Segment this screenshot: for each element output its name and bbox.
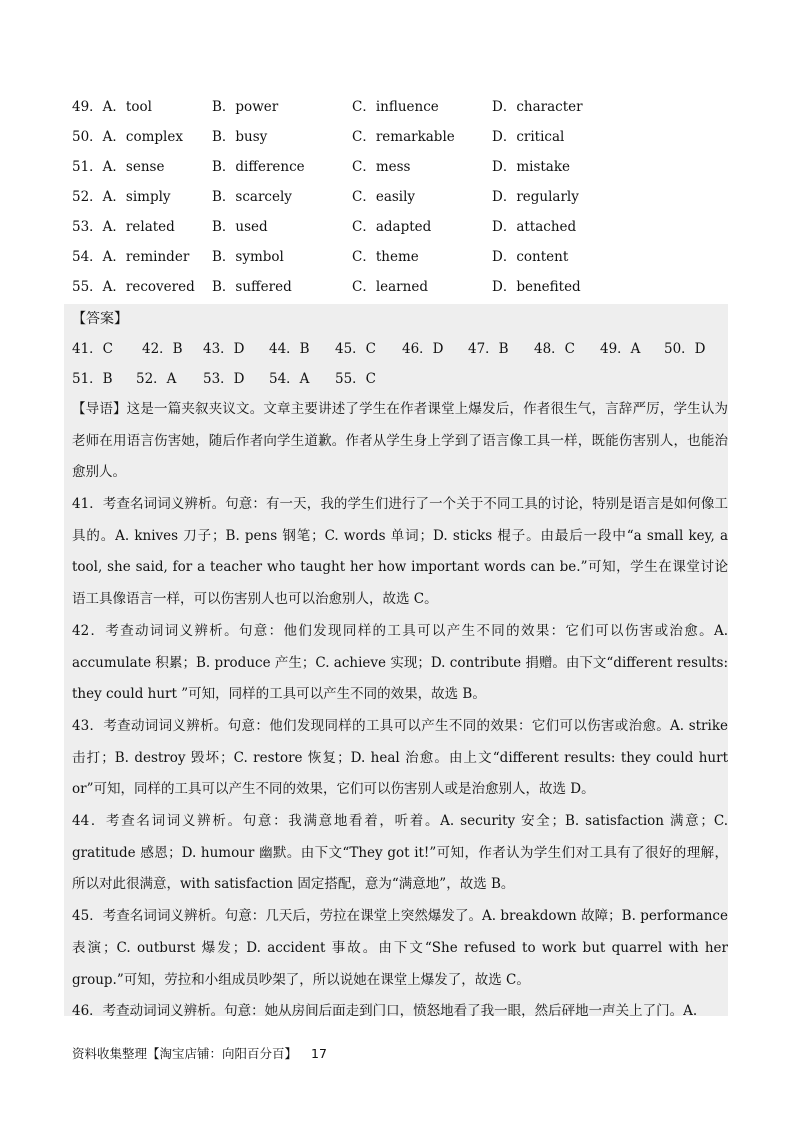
answer-item: 54．A	[269, 371, 310, 387]
explanation-45: 45．考查名词词义辨析。句意：几天后，劳拉在课堂上突然爆发了。A. breakdown 故障；B. performance 表演；C. outburst 爆发；D. accident 事故。由下文“She refused to work but quarrel with her group.”可知，劳拉和小组成员吵架了，所以说她在课堂上爆发了，故选 C。	[72, 908, 728, 988]
option-a: 50．A．complex	[72, 129, 183, 145]
option-b: B．used	[212, 219, 268, 235]
option-b: B．busy	[212, 129, 268, 145]
option-d: D．attached	[492, 219, 577, 235]
option-a: 49．A．tool	[72, 99, 152, 115]
option-c: C．adapted	[352, 219, 432, 235]
option-d: D．character	[492, 99, 583, 115]
option-b: B．symbol	[212, 249, 284, 265]
answer-item: 42．B	[142, 341, 183, 357]
option-row	[72, 212, 732, 242]
footer-source: 资料收集整理【淘宝店铺：向阳百分百】	[72, 1046, 298, 1061]
answer-item: 48．C	[534, 341, 576, 357]
explanation-42: 42．考查动词词义辨析。句意：他们发现同样的工具可以产生不同的效果：它们可以伤害或治愈。A. accumulate 积累；B. produce 产生；C. achieve 实现；D. contribute 捐赠。由下文“different results: they could hurt ”可知，同样的工具可以产生不同的效果，故选 B。	[72, 622, 728, 703]
option-b: B．difference	[212, 159, 305, 175]
explanation-44: 44．考查名词词义辨析。句意：我满意地看着，听着。A. security 安全；B. satisfaction 满意；C. gratitude 感恩；D. humour 幽默。由下文“They got it!”可知，作者认为学生们对工具有了很好的理解，所以对此很满意，with satisfaction 固定搭配，意为“满意地”，故选 B。	[72, 813, 728, 893]
option-a: 52．A．simply	[72, 189, 171, 205]
option-b: B．power	[212, 99, 279, 115]
explanation-46: 46．考查动词词义辨析。句意：她从房间后面走到门口，愤怒地看了我一眼，然后砰地一声关上了门。A.	[72, 1003, 698, 1020]
option-d: D．mistake	[492, 159, 571, 175]
option-a: 55．A．recovered	[72, 279, 195, 295]
option-a: 51．A．sense	[72, 159, 165, 175]
option-d: D．content	[492, 249, 569, 265]
guide-paragraph	[72, 394, 728, 489]
answer-item: 41．C	[72, 341, 114, 357]
answer-item: 53．D	[203, 371, 245, 387]
option-a: 54．A．reminder	[72, 249, 190, 265]
answer-item: 51．B	[72, 371, 113, 387]
option-c: C．easily	[352, 189, 416, 205]
guide-text: 【导语】这是一篇夹叙夹议文。文章主要讲述了学生在作者课堂上爆发后，作者很生气，言辞严厉，学生认为老师在用语言伤害她，随后作者向学生道歉。作者从学生身上学到了语言像工具一样，既能伤害别人，也能治愈别人。	[72, 401, 728, 481]
option-b: B．scarcely	[212, 189, 292, 205]
answer-item: 45．C	[335, 341, 377, 357]
option-c: C．mess	[352, 159, 411, 175]
option-row	[72, 122, 732, 152]
page-footer	[72, 1044, 327, 1064]
answer-item: 44．B	[269, 341, 310, 357]
option-row	[72, 182, 732, 212]
option-d: D．benefited	[492, 279, 581, 295]
answer-item: 46．D	[402, 341, 444, 357]
explanation-41: 41．考查名词词义辨析。句意：有一天，我的学生们进行了一个关于不同工具的讨论，特别是语言是如何像工具的。A. knives 刀子；B. pens 钢笔；C. words 单词；D. sticks 棍子。由最后一段中“a small key, a tool, she said, for a teacher who taught her how important words can be.”可知，学生在课堂讨论语工具像语言一样，可以伤害别人也可以治愈别人，故选 C。	[72, 496, 728, 608]
explanations	[72, 489, 728, 1028]
option-c: C．theme	[352, 249, 419, 265]
option-row	[72, 152, 732, 182]
answer-row	[72, 364, 732, 394]
option-d: D．critical	[492, 129, 565, 145]
answer-heading: 【答案】	[72, 311, 128, 327]
option-row	[72, 272, 732, 302]
answer-row	[72, 334, 732, 364]
answer-item: 52．A	[136, 371, 177, 387]
option-c: C．influence	[352, 99, 439, 115]
answer-item: 43．D	[203, 341, 245, 357]
option-row	[72, 92, 732, 122]
option-row	[72, 242, 732, 272]
explanation-43: 43．考查动词词义辨析。句意：他们发现同样的工具可以产生不同的效果：它们可以伤害或治愈。A. strike 击打；B. destroy 毁坏；C. restore 恢复；D. heal 治愈。由上文“different results: they could hurt or”可知，同样的工具可以产生不同的效果，它们可以伤害别人或是治愈别人，故选 D。	[72, 717, 728, 798]
answer-item: 47．B	[468, 341, 509, 357]
option-c: C．remarkable	[352, 129, 455, 145]
answer-item: 49．A	[600, 341, 641, 357]
option-a: 53．A．related	[72, 219, 175, 235]
answer-item: 50．D	[664, 341, 706, 357]
answer-item: 55．C	[335, 371, 377, 387]
page-number: 17	[311, 1046, 327, 1061]
options-list	[72, 92, 732, 302]
option-c: C．learned	[352, 279, 428, 295]
option-b: B．suffered	[212, 279, 292, 295]
option-d: D．regularly	[492, 189, 579, 205]
